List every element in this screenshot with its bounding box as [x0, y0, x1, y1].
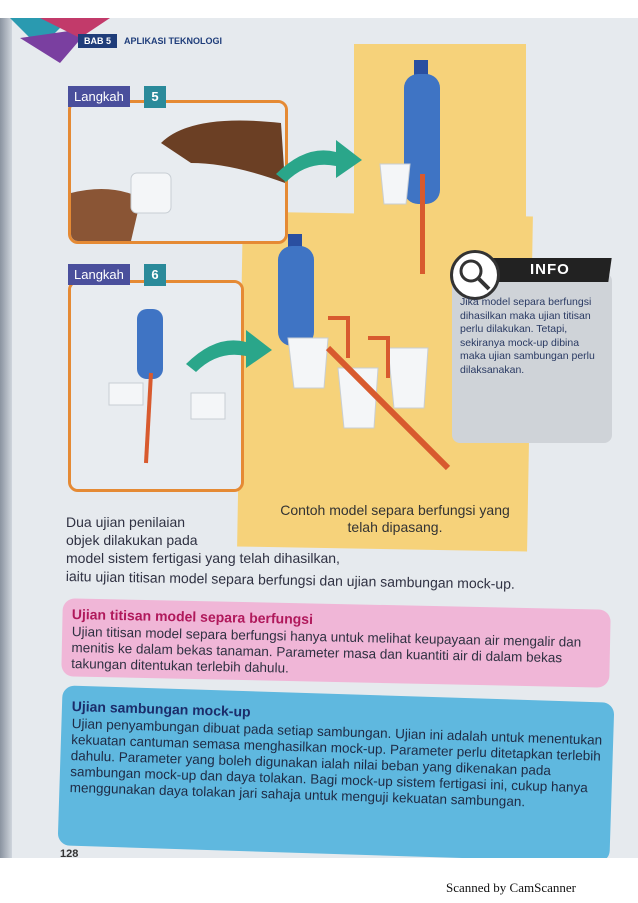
- drip-test-title: Ujian titisan model separa berfungsi: [71, 606, 314, 628]
- chapter-tag: BAB 5: [78, 34, 117, 48]
- joint-test-text: Ujian penyambungan dibuat pada setiap sambungan. Ujian ini adalah untuk menentukan kekuatan cantuman semasa menghasilkan mock-up. Parameter perlu ditetapkan terlebih dahulu. Parameter yang boleh digunakan ialah nilai beban yang dikenakan pada sambungan mock-up dan daya tolakan. Bagi mock-up sistem fertigasi ini, cukup hanya menggunakan daya tolakan jari sahaja untuk menguji kekuatan sambungan.: [69, 716, 603, 810]
- intro-line-2: objek dilakukan pada: [66, 532, 198, 548]
- bottle-and-cups-illustration: [71, 283, 241, 489]
- assembled-model-illustration: [268, 228, 468, 498]
- image-caption: Contoh model separa berfungsi yang telah dipasang.: [280, 502, 510, 535]
- step5-label: Langkah: [68, 86, 130, 107]
- joint-test-title: Ujian sambungan mock-up: [71, 698, 251, 720]
- info-title: INFO: [530, 261, 570, 278]
- intro-line-1: Dua ujian penilaian: [66, 514, 186, 530]
- scanner-watermark: Scanned by CamScanner: [446, 880, 576, 895]
- step6-number: 6: [144, 264, 166, 286]
- corner-decoration: [0, 18, 120, 78]
- info-text: Jika model separa berfungsi dihasilkan maka ujian titisan perlu dilakukan. Tetapi, sekiranya mock-up dibina maka ujian sambungan perlu dilaksanakan.: [460, 296, 595, 376]
- drip-test-text: Ujian titisan model separa berfungsi hanya untuk melihat keupayaan air mengalir dan menitis ke dalam bekas tanaman. Parameter masa dan kuantiti air di dalam bekas takungan ditentukan terlebih dahulu.: [71, 624, 582, 676]
- step6-photo: [68, 280, 244, 492]
- book-page: [0, 18, 638, 858]
- chapter-title: APLIKASI TEKNOLOGI: [124, 36, 223, 46]
- page-number: 128: [60, 848, 79, 858]
- intro-line-3: model sistem fertigasi yang telah dihasilkan,: [66, 550, 340, 566]
- hand-with-cup-illustration: [71, 103, 285, 241]
- step6-label: Langkah: [68, 264, 130, 285]
- step5-number: 5: [144, 86, 166, 108]
- arrow-right-icon: [276, 134, 366, 184]
- page-spine-shadow: [0, 18, 12, 858]
- step5-photo: [68, 100, 288, 244]
- intro-line-4: iaitu ujian titisan model separa berfungsi dan ujian sambungan mock-up.: [65, 568, 515, 592]
- magnifier-icon: [450, 250, 500, 300]
- arrow-right-icon: [186, 324, 276, 374]
